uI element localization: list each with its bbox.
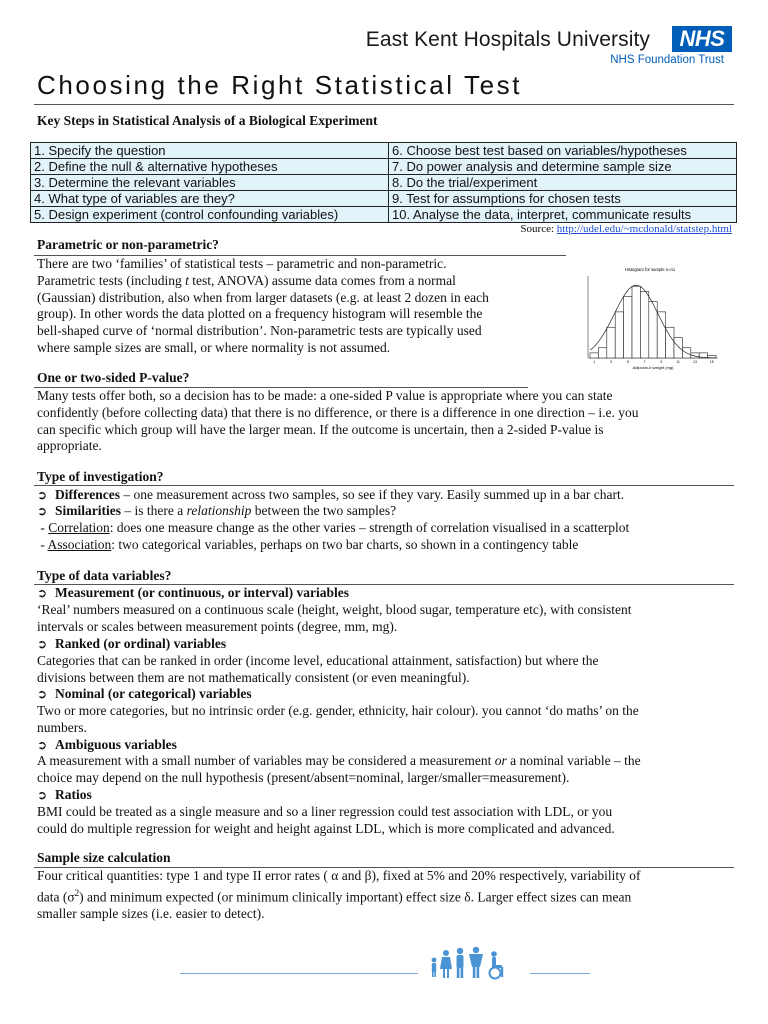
table-cell: 10. Analyse the data, interpret, communicate results	[389, 207, 737, 223]
organisation-name: East Kent Hospitals University	[365, 28, 650, 51]
variable-heading-nominal	[37, 686, 252, 703]
pvalue-text	[37, 388, 737, 455]
emphasis-text: or	[494, 753, 507, 768]
ambiguous-text	[37, 753, 737, 787]
x-tick-label: 11	[676, 360, 681, 364]
sample-size-text	[37, 868, 737, 923]
arrow-bullet-icon: ➲	[37, 738, 48, 752]
table-row	[31, 143, 737, 159]
text-line: intervals or scales between measurement points (degree, mm, mg).	[37, 618, 398, 634]
subtitle: Key Steps in Statistical Analysis of a Biological Experiment	[37, 113, 378, 128]
text-line: Four critical quantities: type 1 and type II error rates ( α and β), fixed at 5% and 20% respectively, variability of	[37, 868, 641, 883]
nhs-logo: NHS	[672, 26, 732, 52]
table-row	[31, 207, 737, 223]
list-item-similarities	[37, 503, 396, 520]
trust-name: NHS Foundation Trust	[610, 54, 724, 66]
histogram-bar	[674, 338, 682, 359]
variable-type-label: Ranked (or ordinal) variables	[55, 636, 227, 651]
text-line	[37, 753, 737, 770]
source-citation	[520, 223, 732, 235]
table-cell: 4. What type of variables are they?	[31, 191, 389, 207]
table-cell: 2. Define the null & alternative hypotheses	[31, 159, 389, 175]
source-link[interactable]: http://udel.edu/~mcdonald/statstep.html	[556, 223, 732, 235]
woman-icon	[440, 950, 452, 978]
section-heading-variables: Type of data variables?	[37, 568, 172, 583]
table-cell: 3. Determine the relevant variables	[31, 175, 389, 191]
text-line: There are two ‘families’ of statistical tests – parametric and non-parametric.	[37, 256, 447, 271]
text-line: could do multiple regression for weight and height against LDL, which is more complicated and advanced.	[37, 820, 615, 836]
text-line	[37, 885, 737, 906]
variable-heading-ambiguous	[37, 737, 177, 754]
x-tick-label: 15	[709, 360, 714, 364]
definition-text: : does one measure change as the other varies – strength of correlation visualised in a scatterplot	[109, 520, 630, 535]
list-item-association: - Association: two categorical variables, perhaps on two bar charts, so shown in a contingency table	[37, 537, 579, 552]
histogram-bar	[666, 327, 674, 358]
wheelchair-icon	[490, 951, 504, 978]
key-steps-table	[30, 142, 737, 223]
variable-type-label: Nominal (or categorical) variables	[55, 686, 252, 701]
page-title: Choosing the Right Statistical Test	[37, 70, 523, 100]
definition-text: : two categorical variables, perhaps on two bar charts, so shown in a contingency table	[111, 537, 579, 552]
list-item-correlation: - Correlation: does one measure change as the other varies – strength of correlation visualised in a scatterplot	[37, 520, 630, 535]
arrow-bullet-icon: ➲	[37, 788, 48, 802]
histogram-bar	[607, 327, 615, 358]
man-icon	[457, 948, 464, 978]
x-tick-label: 1	[593, 360, 596, 364]
definition-text: – is there a	[121, 503, 187, 518]
arrow-bullet-icon: ➲	[37, 586, 48, 600]
text-line: bell-shaped curve of ‘normal distribution’. Non-parametric tests are typically used	[37, 323, 482, 339]
text-line: ‘Real’ numbers measured on a continuous scale (height, weight, blood sugar, temperature etc), with consistent	[37, 602, 632, 617]
list-item-differences	[37, 487, 624, 504]
table-cell: 6. Choose best test based on variables/hypotheses	[389, 143, 737, 159]
variable-type-label: Ratios	[55, 787, 92, 802]
text-fragment: a nominal variable – the	[506, 753, 641, 768]
ranked-text	[37, 653, 737, 687]
footer-divider-left	[180, 973, 418, 974]
arrow-bullet-icon: ➲	[37, 504, 48, 518]
text-fragment: data (σ	[37, 889, 75, 905]
text-line: smaller sample sizes (i.e. easier to detect).	[37, 906, 265, 922]
table-cell: 8. Do the trial/experiment	[389, 175, 737, 191]
arrow-bullet-icon: ➲	[37, 687, 48, 701]
text-line: can specific which group will have the larger mean. If the outcome is uncertain, then a 2-sided P-value is	[37, 421, 604, 437]
text-line: Categories that can be ranked in order (income level, educational attainment, satisfaction) but where the	[37, 653, 599, 668]
section-heading-parametric: Parametric or non-parametric?	[37, 237, 219, 252]
table-cell: 7. Do power analysis and determine sample size	[389, 159, 737, 175]
histogram-bar	[615, 312, 623, 358]
histogram-bar	[657, 312, 665, 358]
text-line: BMI could be treated as a single measure and so a liner regression could test association with LDL, or you	[37, 804, 613, 819]
section-heading-pvalue: One or two-sided P-value?	[37, 370, 190, 385]
variable-heading-ranked	[37, 636, 226, 653]
x-tick-label: 3	[610, 360, 612, 364]
x-tick-label: 9	[660, 360, 663, 364]
variable-type-label: Measurement (or continuous, or interval) variables	[55, 585, 349, 600]
text-line: choice may depend on the null hypothesis (present/absent=nominal, larger/smaller=measurement).	[37, 769, 570, 785]
text-line: group). In other words the data plotted on a frequency histogram will resemble the	[37, 306, 483, 322]
text-fragment: A measurement with a small number of variables may be considered a measurement	[37, 753, 495, 768]
variable-heading-measurement	[37, 585, 349, 602]
text-line: where sample sizes are small, or where normality is not assumed.	[37, 339, 391, 355]
title-divider	[34, 104, 734, 105]
superscript: 2	[74, 887, 80, 898]
histogram-bar	[624, 297, 632, 359]
text-fragment: ) and minimum expected (or minimum clinically important) effect size δ. Larger effect sizes can mean	[79, 889, 632, 905]
text-line: Two or more categories, but no intrinsic order (e.g. gender, ethnicity, hair colour). you cannot ‘do maths’ on the	[37, 703, 639, 718]
definition-text: – one measurement across two samples, so see if they vary. Easily summed up in a bar chart.	[119, 487, 625, 502]
nominal-text	[37, 703, 737, 737]
section-heading-sample-size: Sample size calculation	[37, 850, 171, 865]
histogram-bar	[598, 348, 606, 358]
text-line: Parametric tests (including t test, ANOVA) assume data comes from a normal	[37, 272, 456, 288]
table-cell: 1. Specify the question	[31, 143, 389, 159]
x-tick-label: 13	[693, 360, 697, 364]
term-association: Association	[47, 537, 112, 552]
definition-text: between the two samples?	[251, 503, 397, 518]
text-line: confidently (before collecting data) that there is no difference, or there is a difference in one direction – i.e. you	[37, 404, 639, 420]
histogram-bar	[640, 291, 648, 358]
histogram-bar	[590, 353, 598, 358]
term-differences: Differences	[55, 487, 120, 502]
variable-type-label: Ambiguous variables	[55, 737, 177, 752]
person-arms-out-icon	[469, 947, 483, 978]
footer-divider-right	[530, 973, 590, 974]
section-divider	[34, 485, 734, 486]
text-line: divisions between them are not mathematically consistent (or even meaningful).	[37, 669, 470, 685]
term-correlation: Correlation	[48, 520, 110, 535]
text-line: Many tests offer both, so a decision has to be made: a one-sided P value is appropriate where you can state	[37, 388, 613, 403]
child-icon	[432, 958, 437, 977]
ratios-text	[37, 804, 737, 838]
text-line: numbers.	[37, 719, 87, 735]
text-line: (Gaussian) distribution, also when from larger datasets (e.g. at least 2 dozen in each	[37, 289, 489, 305]
section-heading-investigation: Type of investigation?	[37, 469, 164, 484]
x-tick-label: 7	[643, 360, 646, 364]
chart-title: Histogram for sample n=n1	[624, 267, 676, 272]
table-cell: 5. Design experiment (control confounding variables)	[31, 207, 389, 223]
emphasis-text: relationship	[186, 503, 252, 518]
parametric-text	[37, 256, 577, 357]
table-row	[31, 175, 737, 191]
table-row	[31, 191, 737, 207]
variable-heading-ratios	[37, 787, 92, 804]
histogram-bar	[632, 286, 640, 358]
x-axis-label: Adipoxin-b weight (mg)	[632, 365, 674, 370]
table-cell: 9. Test for assumptions for chosen tests	[389, 191, 737, 207]
text-line: appropriate.	[37, 438, 102, 454]
measurement-text	[37, 602, 737, 636]
people-icons	[428, 945, 528, 981]
term-similarities: Similarities	[55, 503, 121, 518]
table-row	[31, 159, 737, 175]
arrow-bullet-icon: ➲	[37, 488, 48, 502]
histogram-chart	[576, 262, 724, 372]
arrow-bullet-icon: ➲	[37, 637, 48, 651]
x-tick-label: 5	[626, 360, 629, 364]
source-label: Source:	[520, 223, 555, 235]
